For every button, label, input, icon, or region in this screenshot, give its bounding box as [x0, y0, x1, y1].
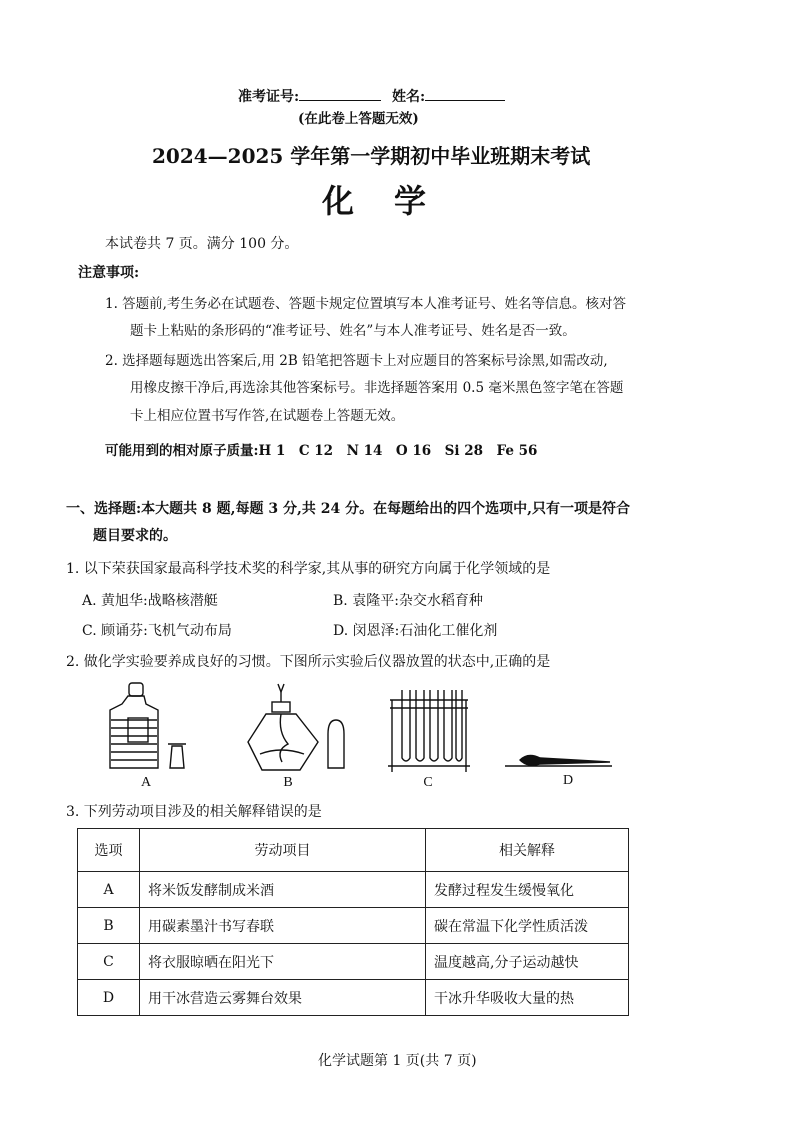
q1-option-b[interactable]: B. 袁隆平:杂交水稻育种 [333, 593, 483, 609]
table-row[interactable] [78, 980, 629, 1016]
q3-stem: 3. 下列劳动项目涉及的相关解释错误的是 [66, 804, 322, 820]
name-blank[interactable] [425, 86, 505, 101]
exam-id-line [238, 86, 505, 106]
atomic-masses: 可能用到的相对原子质量:H 1 C 12 N 14 O 16 Si 28 Fe 56 [105, 443, 538, 459]
section-1-heading-cont: 题目要求的。 [93, 528, 177, 544]
exam-id-label: 准考证号: [238, 89, 300, 105]
exam-info: 本试卷共 7 页。满分 100 分。 [105, 236, 299, 252]
reagent-bottle-icon [110, 683, 158, 768]
row-option: C [78, 944, 140, 980]
row-option: A [78, 872, 140, 908]
table-row[interactable] [78, 944, 629, 980]
note-2-line-3: 卡上相应位置书写作答,在试题卷上答题无效。 [130, 408, 405, 424]
name-label: 姓名: [392, 89, 426, 105]
header-labor-item: 劳动项目 [140, 829, 426, 872]
exam-title: 2024—2025 学年第一学期初中毕业班期末考试 [152, 144, 591, 168]
q2-label-c: C [423, 775, 433, 790]
row-labor-item: 用干冰营造云雾舞台效果 [140, 980, 426, 1016]
row-explanation: 温度越高,分子运动越快 [426, 944, 629, 980]
test-tube-rack-icon [388, 690, 470, 772]
row-labor-item: 将衣服晾晒在阳光下 [140, 944, 426, 980]
header-option: 选项 [78, 829, 140, 872]
table-row[interactable] [78, 908, 629, 944]
q1-option-d[interactable]: D. 闵恩泽:石油化工催化剂 [333, 623, 498, 639]
row-labor-item: 用碳素墨汁书写春联 [140, 908, 426, 944]
exam-id-blank[interactable] [299, 86, 381, 101]
q2-stem: 2. 做化学实验要养成良好的习惯。下图所示实验后仪器放置的状态中,正确的是 [66, 654, 551, 670]
row-option: D [78, 980, 140, 1016]
q2-label-b: B [283, 775, 293, 790]
q3-table [77, 828, 629, 1016]
invalid-answer-notice: (在此卷上答题无效) [298, 111, 419, 127]
alcohol-lamp-icon [248, 684, 318, 770]
dropper-icon [505, 755, 612, 766]
notes-heading: 注意事项: [78, 265, 140, 281]
q2-apparatus-figure [0, 680, 794, 795]
note-2-line-1: 2. 选择题每题选出答案后,用 2B 铅笔把答题卡上对应题目的答案标号涂黑,如需改动, [105, 353, 608, 369]
page-footer: 化学试题第 1 页(共 7 页) [318, 1053, 477, 1069]
row-option: B [78, 908, 140, 944]
q1-option-a[interactable]: A. 黄旭华:战略核潜艇 [82, 593, 218, 609]
q2-label-a: A [140, 775, 152, 790]
q1-stem: 1. 以下荣获国家最高科学技术奖的科学家,其从事的研究方向属于化学领域的是 [66, 561, 551, 577]
note-1-line-1: 1. 答题前,考生务必在试题卷、答题卡规定位置填写本人准考证号、姓名等信息。核对答 [105, 296, 626, 312]
note-1-line-2: 题卡上粘贴的条形码的“准考证号、姓名”与本人准考证号、姓名是否一致。 [130, 323, 576, 339]
subject-title: 化 学 [322, 182, 431, 220]
q2-label-d: D [562, 773, 574, 788]
q3-table-header [78, 829, 629, 872]
row-explanation: 发酵过程发生缓慢氧化 [426, 872, 629, 908]
section-1-heading: 一、选择题:本大题共 8 题,每题 3 分,共 24 分。在每题给出的四个选项中,只有一项是符合 [66, 501, 630, 517]
row-labor-item: 将米饭发酵制成米酒 [140, 872, 426, 908]
q1-option-c[interactable]: C. 顾诵芬:飞机气动布局 [82, 623, 232, 639]
note-2-line-2: 用橡皮擦干净后,再选涂其他答案标号。非选择题答案用 0.5 毫米黑色签字笔在答题 [130, 380, 624, 396]
row-explanation: 碳在常温下化学性质活泼 [426, 908, 629, 944]
row-explanation: 干冰升华吸收大量的热 [426, 980, 629, 1016]
table-row[interactable] [78, 872, 629, 908]
bottle-stopper-icon [168, 744, 186, 768]
header-explanation: 相关解释 [426, 829, 629, 872]
lamp-cap-icon [328, 720, 344, 768]
